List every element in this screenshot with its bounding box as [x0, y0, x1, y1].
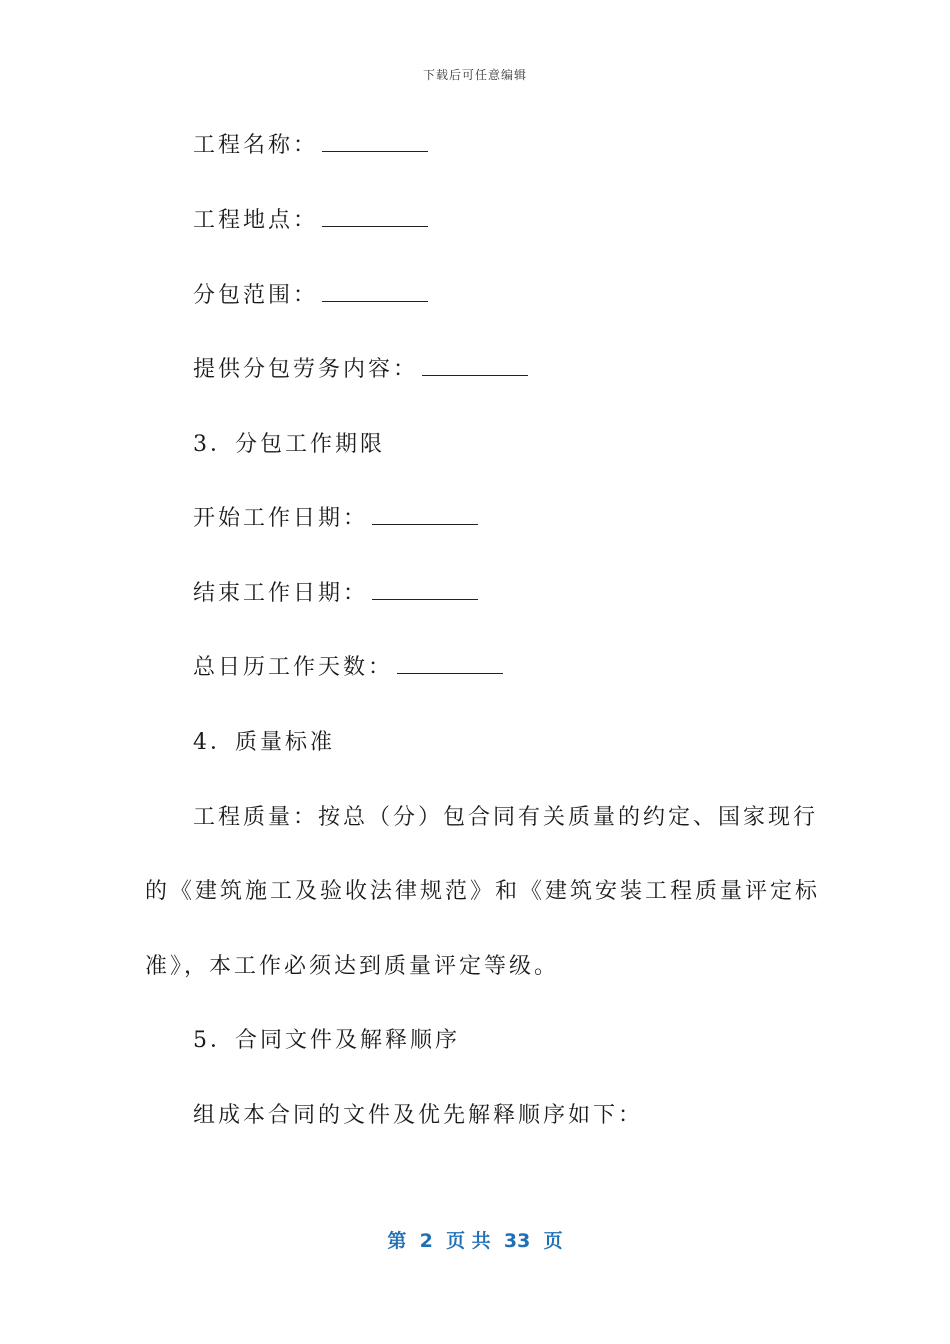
end-date-line [193, 579, 478, 609]
project-location-label: 工程地点： [193, 208, 319, 233]
quality-line-2: 的《建筑施工及验收法律规范》和《建筑安装工程质量评定标 [145, 879, 821, 904]
end-date-blank [372, 579, 478, 600]
project-location-line [193, 206, 428, 236]
quality-line-3: 准》，本工作必须达到质量评定等级。 [145, 954, 560, 979]
labor-content-line [193, 355, 528, 385]
page-number-footer: 第 2 页 共 33 页 [387, 1230, 563, 1252]
project-location-blank [322, 206, 428, 227]
project-name-label: 工程名称： [193, 133, 319, 158]
subcontract-scope-blank [322, 281, 428, 302]
start-date-label: 开始工作日期： [193, 506, 369, 531]
total-days-label: 总日历工作天数： [193, 655, 394, 680]
project-name-blank [322, 131, 428, 152]
section3-title: 3．分包工作期限 [193, 432, 385, 457]
total-days-blank [397, 653, 503, 674]
start-date-line [193, 504, 478, 534]
subcontract-scope-line [193, 281, 428, 311]
documents-intro: 组成本合同的文件及优先解释顺序如下： [193, 1103, 644, 1128]
project-name-line [193, 131, 428, 161]
header-note: 下载后可任意编辑 [422, 68, 527, 82]
subcontract-scope-label: 分包范围： [193, 283, 319, 308]
start-date-blank [372, 504, 478, 525]
labor-content-blank [422, 355, 528, 376]
labor-content-label: 提供分包劳务内容： [193, 357, 419, 382]
quality-line-1: 工程质量：按总（分）包合同有关质量的约定、国家现行 [193, 805, 819, 830]
total-days-line [193, 653, 503, 683]
section5-title: 5．合同文件及解释顺序 [193, 1028, 460, 1053]
end-date-label: 结束工作日期： [193, 581, 369, 606]
section4-title: 4．质量标准 [193, 730, 335, 755]
